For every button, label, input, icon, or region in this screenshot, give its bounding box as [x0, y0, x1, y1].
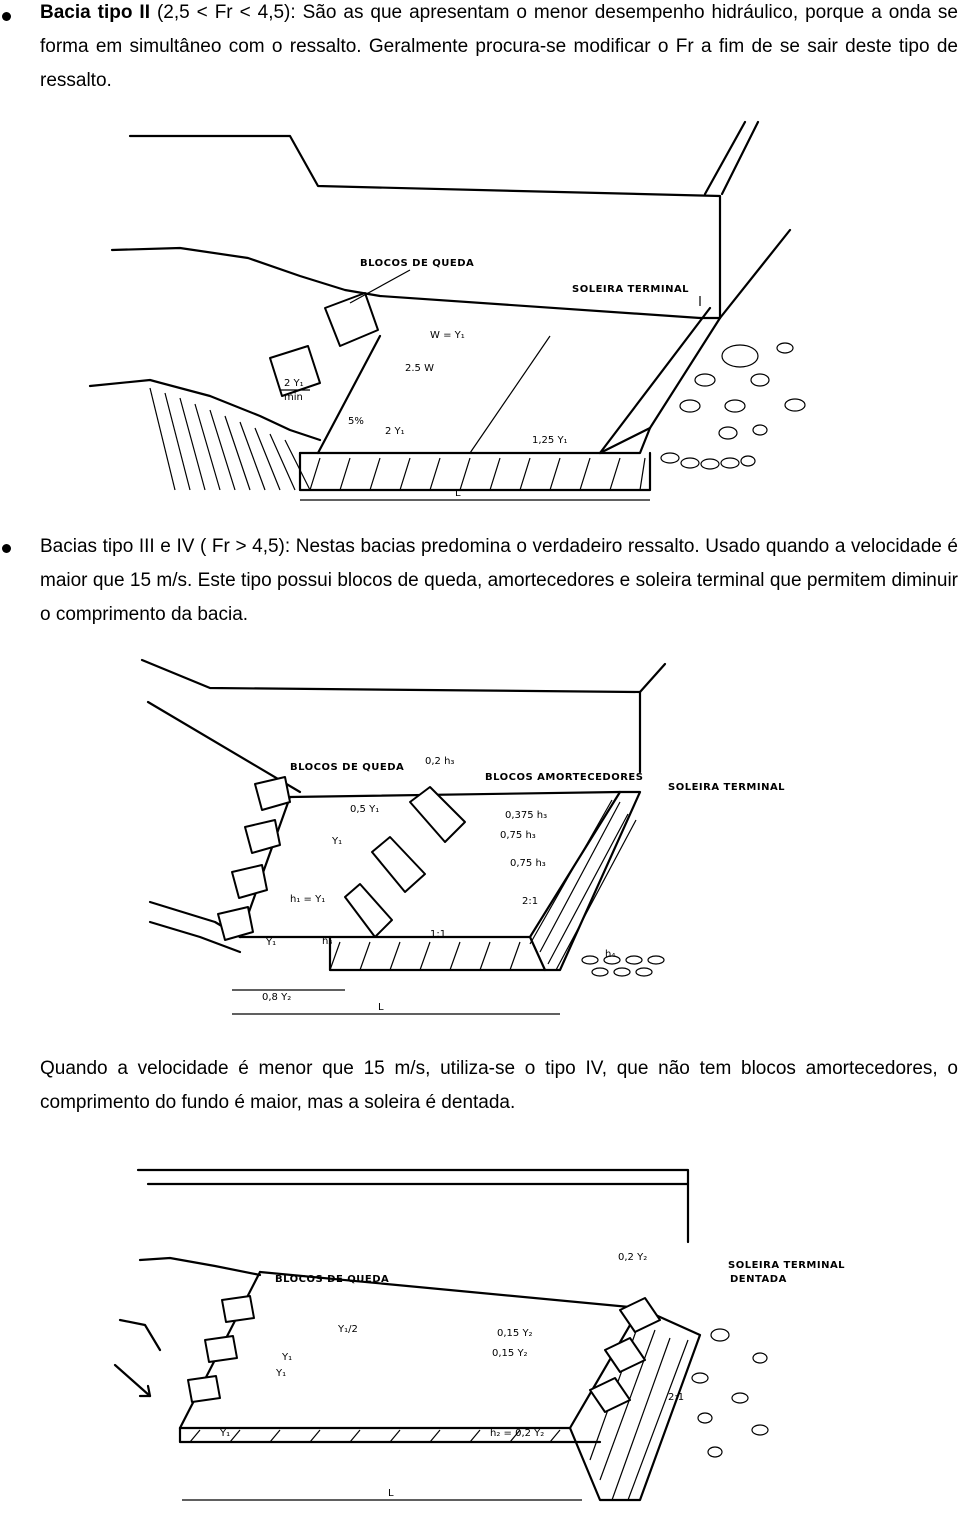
dim-sill: 1,25 Y₁	[532, 435, 568, 446]
bullet-dot	[2, 544, 11, 553]
dim-slope: 5%	[348, 416, 364, 427]
dim-top: 0,2 h₃	[425, 756, 455, 767]
dim-d2: 0,15 Y₂	[492, 1348, 528, 1359]
dim-h3: h₃	[322, 936, 333, 947]
label-blocos-de-queda: BLOCOS DE QUEDA	[275, 1274, 390, 1285]
hatch-floor	[330, 942, 520, 970]
dim-slope-b: 1:1	[430, 929, 447, 940]
figure-tipo-iii	[0, 652, 960, 1024]
dim-spacing: 2.5 W	[405, 363, 434, 374]
dim-slope: 2:1	[668, 1392, 685, 1403]
dim-y: 2 Y₁	[385, 426, 405, 437]
stones	[661, 343, 805, 469]
section-text-tipo-ii: (2,5 < Fr < 4,5): São as que apresentam o menor desempenho hidráulico, porque a onda se forma em simultâneo com o ressalto. Geralmente procura-se modificar o Fr a fim de se sair deste tipo de ressalto.	[40, 2, 959, 91]
figure-tipo-iv	[0, 1160, 960, 1515]
dim-y-c: Y₁	[220, 1428, 231, 1439]
drop-block-2	[205, 1336, 237, 1362]
label-blocos-de-queda: BLOCOS DE QUEDA	[360, 258, 475, 269]
dim-h4: h₄	[605, 949, 616, 960]
dim-y-b: Y₁	[276, 1368, 287, 1379]
baffle-block-2	[372, 837, 425, 892]
paragraph-tipo-iii	[40, 530, 958, 632]
dim-d2: 0,375 h₃	[505, 810, 548, 821]
bullet-dot	[2, 12, 11, 21]
dim-length: L	[388, 1488, 394, 1499]
stones	[692, 1329, 768, 1457]
dim-h1: h₁ = Y₁	[290, 894, 326, 905]
drop-block-1	[222, 1296, 254, 1322]
drop-block-3	[232, 865, 267, 898]
section-text-tipo-iii: Bacias tipo III e IV ( Fr > 4,5): Nestas bacias predomina o verdadeiro ressalto. Usado quando a velocidade é maior que 15 m/s. Este tipo possui blocos de queda, amortecedores e soleira terminal que permitem diminuir o comprimento da bacia.	[40, 536, 958, 625]
dim-length: L	[378, 1002, 384, 1013]
dim-d3: 0,75 h₃	[500, 830, 536, 841]
dim-y1b: Y₁	[266, 937, 277, 948]
dim-y-a: Y₁	[282, 1352, 293, 1363]
drop-block-1	[325, 293, 378, 346]
label-soleira-terminal: SOLEIRA TERMINAL	[572, 284, 690, 295]
drop-block-2	[245, 820, 280, 853]
drop-block-4	[218, 907, 253, 940]
dim-min-top: 2 Y₁	[284, 378, 304, 389]
hatch-sill	[530, 800, 636, 970]
dim-y1: Y₁	[332, 836, 343, 847]
stones	[582, 956, 664, 976]
dim-half: Y₁/2	[338, 1324, 358, 1335]
dentated-tooth-1	[620, 1298, 660, 1332]
paragraph-tipo-iv	[40, 1052, 958, 1120]
baffle-block-3	[345, 884, 392, 937]
label-soleira-terminal: SOLEIRA TERMINAL	[668, 782, 786, 793]
dim-h2: h₂ = 0,2 Y₂	[490, 1428, 545, 1439]
hatch-floor	[310, 458, 645, 490]
label-soleira-terminal: SOLEIRA TERMINAL	[728, 1260, 846, 1271]
dim-d1: 0,5 Y₁	[350, 804, 380, 815]
dentated-tooth-2	[605, 1338, 645, 1372]
dim-slope-a: 2:1	[522, 896, 539, 907]
section-text-tipo-iv: Quando a velocidade é menor que 15 m/s, utiliza-se o tipo IV, que não tem blocos amortecedores, o comprimento do fundo é maior, mas a soleira é dentada.	[40, 1058, 958, 1113]
label-blocos-de-queda: BLOCOS DE QUEDA	[290, 762, 405, 773]
label-dentada: DENTADA	[730, 1274, 787, 1285]
paragraph-tipo-ii	[40, 0, 958, 98]
drop-block-3	[188, 1376, 220, 1402]
dim-top: 0,2 Y₂	[618, 1252, 648, 1263]
dim-d1: 0,15 Y₂	[497, 1328, 533, 1339]
dim-d4: 0,75 h₃	[510, 858, 546, 869]
section-title-tipo-ii: Bacia tipo II	[40, 2, 150, 23]
dim-min-bottom: min	[284, 392, 303, 403]
dim-y2: 0,8 Y₂	[262, 992, 292, 1003]
label-blocos-amortecedores: BLOCOS AMORTECEDORES	[485, 772, 644, 783]
dim-length: L	[455, 488, 461, 499]
flow-arrow	[115, 1365, 150, 1396]
drop-block-1	[255, 777, 290, 810]
dim-w: W = Y₁	[430, 330, 465, 341]
figure-tipo-ii	[0, 118, 960, 510]
